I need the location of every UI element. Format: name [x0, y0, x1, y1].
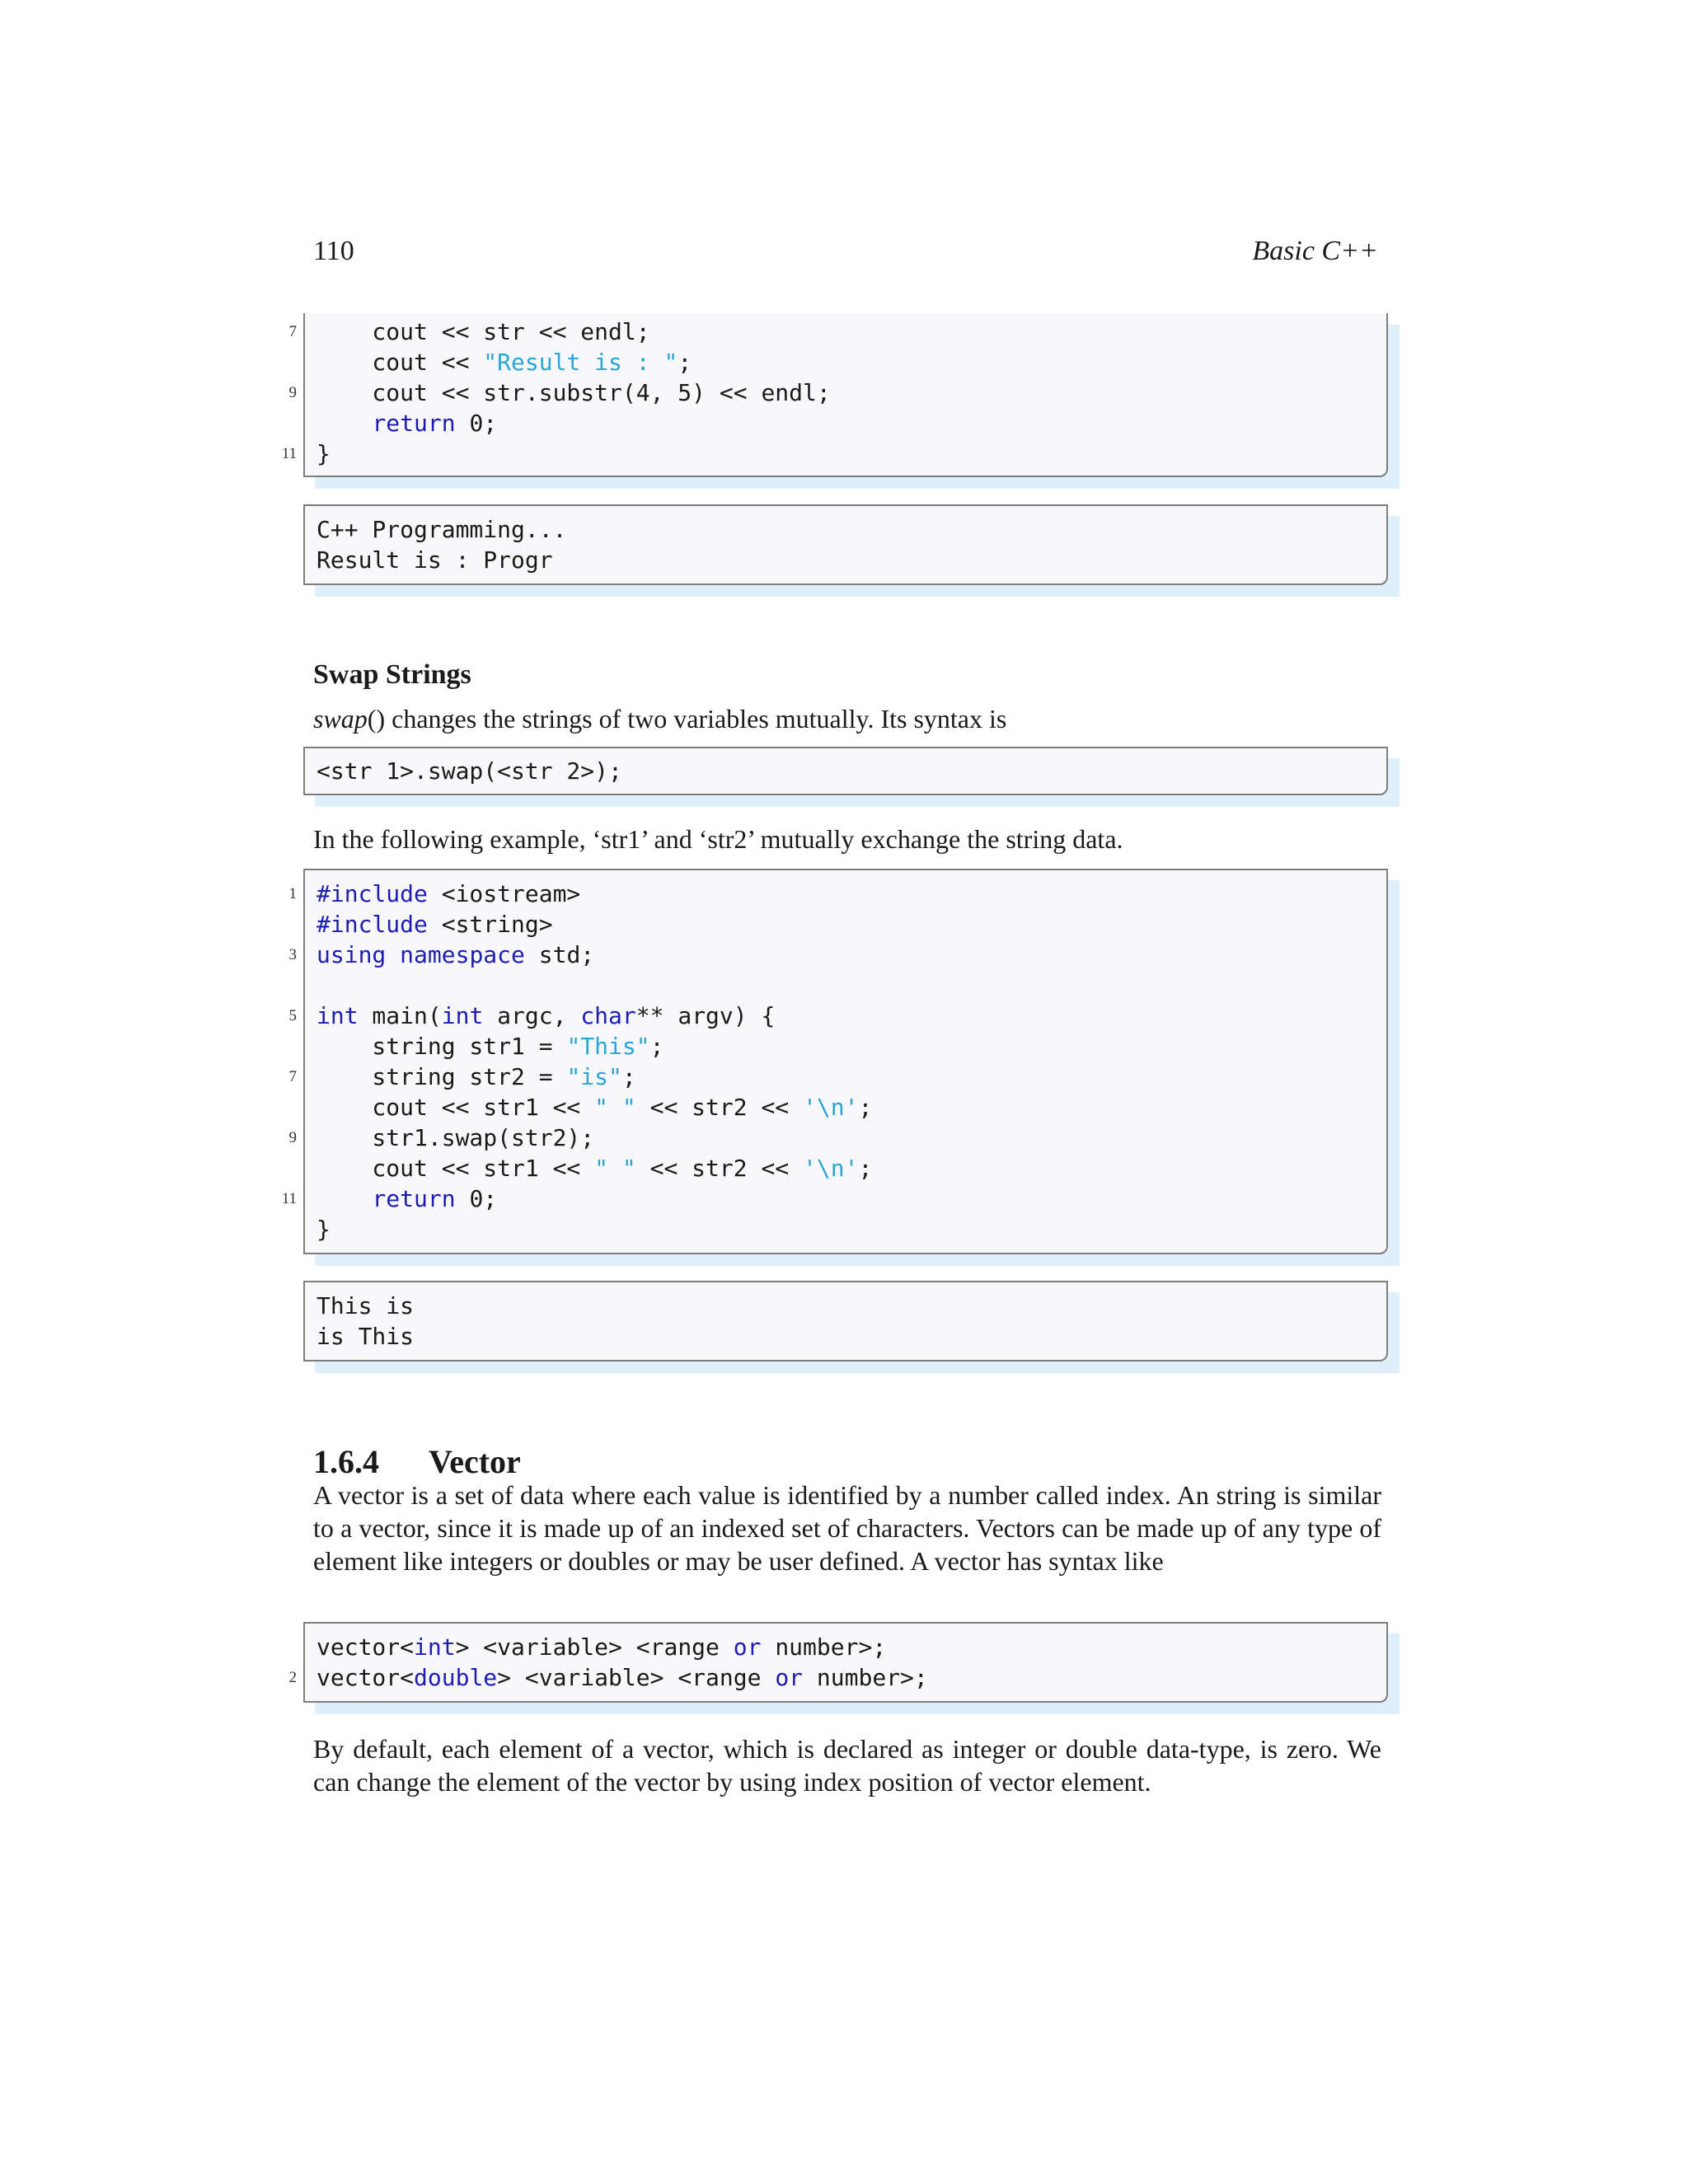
subsection-heading-vector	[313, 1442, 521, 1481]
code-keyword: using	[316, 941, 387, 968]
page-number: 110	[313, 236, 354, 266]
vector-closing-paragraph: By default, each element of a vector, which is declared as integer or double data-type, is zero. We can change the element of the vector by using index position of vector element.	[313, 1734, 1381, 1797]
line-number: 5	[288, 1007, 297, 1024]
code-text: string str2 =	[316, 1063, 567, 1090]
code-text: string str1 =	[316, 1033, 567, 1060]
code-text: <string>	[427, 911, 553, 938]
code-text: cout << str.substr(4, 5) << endl;	[316, 379, 831, 406]
example-text: In the following example, ‘str1’ and ‘str2’ mutually exchange the string data.	[313, 824, 1123, 854]
code-listing	[281, 869, 1388, 1254]
code-string: "Result is : "	[483, 349, 678, 376]
code-text	[316, 410, 372, 437]
code-keyword: double	[414, 1664, 498, 1691]
code-keyword: #include	[316, 911, 428, 938]
code-text: }	[316, 440, 331, 467]
code-keyword: int	[414, 1633, 456, 1661]
code-line	[305, 347, 1386, 377]
code-string: "This"	[566, 1033, 650, 1060]
line-number: 7	[288, 323, 297, 340]
line-number: 11	[281, 445, 297, 462]
code-text: cout << str1 <<	[316, 1155, 595, 1182]
code-string: " "	[594, 1155, 636, 1182]
code-line	[281, 438, 1386, 469]
code-text: number>;	[803, 1664, 928, 1691]
code-text: << str2 <<	[635, 1094, 804, 1121]
code-line	[281, 1183, 1386, 1214]
subsection-title: Vector	[429, 1443, 521, 1480]
syntax-line: <str 1>.swap(<str 2>);	[316, 757, 622, 785]
output-listing	[303, 1281, 1388, 1361]
code-line	[305, 909, 1386, 940]
code-keyword: #include	[316, 880, 428, 907]
code-keyword: return	[372, 1185, 456, 1212]
code-line	[305, 408, 1386, 438]
swap-intro	[313, 702, 1381, 735]
code-line	[305, 970, 1386, 1001]
code-text: str1.swap(str2);	[316, 1124, 595, 1151]
code-text: > <variable> <range	[497, 1664, 776, 1691]
output-line: Result is : Progr	[316, 546, 553, 574]
code-line	[288, 316, 1386, 347]
code-line	[288, 1662, 1386, 1693]
code-text: ;	[858, 1094, 873, 1121]
code-line	[305, 1214, 1386, 1244]
swap-func-name: swap	[313, 704, 368, 733]
code-text	[386, 941, 400, 968]
line-number: 3	[288, 946, 297, 963]
code-line	[288, 1122, 1386, 1153]
code-text: ;	[621, 1063, 636, 1090]
line-number: 9	[288, 1129, 297, 1146]
output-line: C++ Programming...	[316, 516, 567, 543]
code-line	[305, 1092, 1386, 1122]
code-keyword: int	[316, 1002, 359, 1029]
code-text: ;	[678, 349, 692, 376]
subsection-number: 1.6.4	[313, 1443, 379, 1480]
code-block-1	[281, 313, 1388, 477]
output-listing	[303, 504, 1388, 585]
code-string: '\n'	[803, 1155, 859, 1182]
code-keyword: char	[580, 1002, 636, 1029]
code-line	[305, 1632, 1386, 1662]
code-line	[305, 1031, 1386, 1062]
code-text: <iostream>	[427, 880, 581, 907]
code-text: 0;	[455, 410, 498, 437]
code-text: cout << str << endl;	[316, 318, 650, 345]
output-line: This is	[316, 1292, 415, 1319]
code-text: vector<	[316, 1664, 415, 1691]
code-line	[288, 377, 1386, 408]
code-keyword: namespace	[400, 941, 525, 968]
code-listing	[288, 1622, 1388, 1703]
code-text: cout << str1 <<	[316, 1094, 595, 1121]
code-keyword: int	[441, 1002, 484, 1029]
output-line: is This	[316, 1323, 415, 1350]
code-string: "is"	[566, 1063, 622, 1090]
code-listing	[281, 313, 1388, 477]
code-text: std;	[524, 941, 595, 968]
code-text: ;	[649, 1033, 664, 1060]
code-keyword: return	[372, 410, 456, 437]
code-line	[305, 1153, 1386, 1183]
code-line	[288, 940, 1386, 970]
swap-intro-text: () changes the strings of two variables mutually. Its syntax is	[367, 704, 1007, 733]
code-text: main(	[358, 1002, 442, 1029]
line-number: 9	[288, 384, 297, 401]
code-keyword: or	[733, 1633, 762, 1661]
vector-paragraph: A vector is a set of data where each value is identified by a number called index. An string is similar to a vector, since it is made up of an indexed set of characters. Vectors can be made up of any type of element like integers or doubles or may be user defined. A vector has syntax like	[313, 1480, 1381, 1576]
code-text: ** argv) {	[635, 1002, 776, 1029]
code-text: << str2 <<	[635, 1155, 804, 1182]
code-text: number>;	[761, 1633, 887, 1661]
code-block-3	[288, 1622, 1388, 1703]
code-text	[316, 1185, 372, 1212]
code-string: '\n'	[803, 1094, 859, 1121]
code-text: 0;	[455, 1185, 498, 1212]
code-text: ;	[858, 1155, 873, 1182]
line-number: 2	[288, 1669, 297, 1686]
code-block-2	[281, 869, 1388, 1254]
line-number: 11	[281, 1190, 297, 1207]
code-line	[288, 1062, 1386, 1092]
code-string: " "	[594, 1094, 636, 1121]
code-line	[288, 879, 1386, 909]
code-text: }	[316, 1216, 331, 1243]
code-text: argc,	[483, 1002, 581, 1029]
code-text: vector<	[316, 1633, 415, 1661]
running-title: Basic C++	[1252, 236, 1378, 266]
code-line	[288, 1001, 1386, 1031]
output-block-1	[303, 504, 1388, 585]
line-number: 7	[288, 1068, 297, 1085]
code-text: cout <<	[316, 349, 484, 376]
code-text: > <variable> <range	[455, 1633, 734, 1661]
line-number: 1	[288, 885, 297, 902]
syntax-block-swap	[303, 747, 1388, 795]
code-keyword: or	[775, 1664, 804, 1691]
section-heading-swap: Swap Strings	[313, 659, 471, 690]
output-block-2	[303, 1281, 1388, 1361]
